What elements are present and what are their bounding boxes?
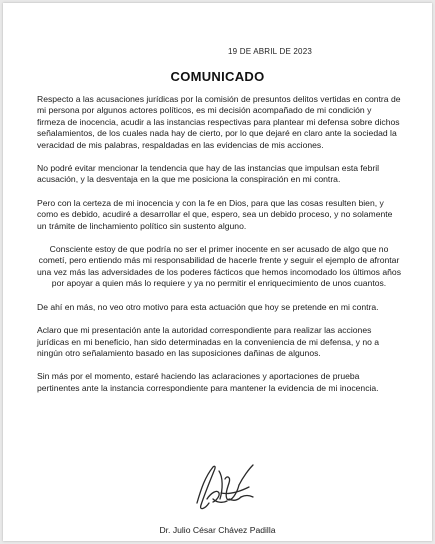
paragraph-6: Aclaro que mi presentación ante la autoridad correspondiente para realizar las acciones jurídicas en mi beneficio, han sido determinadas en la conveniencia de mi defensa, y no a ningún otro señalamiento basado en las suposiciones dañinas de algunos. bbox=[37, 325, 380, 358]
paragraph-1: Respecto a las acusaciones jurídicas por la comisión de presuntos delitos vertidas en contra de mi persona por algunos actores políticos, es mi decisión acompañado de mi condición y firmeza de inocencia, acudir a las instancias respectivas para plantear mi defensa sobre dichos señalamientos, de los cuales nada hay de cierto, por lo que dejaré en claro ante la sociedad la veracidad de mis palabras, respaldadas en las evidencias de mis acciones. bbox=[37, 94, 401, 150]
paragraph-7: Sin más por el momento, estaré haciendo las aclaraciones y aportaciones de prueba pertinentes ante la instancia correspondiente para mantener la evidencia de mi inocencia. bbox=[37, 371, 379, 393]
document-page bbox=[3, 3, 432, 541]
signer-name: Dr. Julio César Chávez Padilla bbox=[159, 525, 276, 535]
document-body bbox=[37, 94, 401, 406]
paragraph-3: Pero con la certeza de mi inocencia y con la fe en Dios, para que las cosas resulten bien, y como es debido, acudiré a desarrollar el que, espero, sea un debido proceso, y no solamente un trámite de linchamiento político sin sustento alguno. bbox=[37, 197, 393, 231]
paragraph-4: Consciente estoy de que podría no ser el primer inocente en ser acusado de algo que no cometí, pero entiendo más mi responsabilidad de hacerle frente y seguir el ejemplo de afrontar una vez más las adversidades de los poderes fácticos que hemos incomodado los últimos años por apoyar a quien más lo requiere y ya no permitir el enriquecimiento de unos cuantos. bbox=[37, 244, 402, 289]
document-date: 19 DE ABRIL DE 2023 bbox=[228, 47, 312, 56]
document-title: COMUNICADO bbox=[170, 69, 265, 84]
paragraph-5: De ahí en más, no veo otro motivo para esta actuación que hoy se pretende en mi contra. bbox=[37, 301, 379, 312]
paragraph-2: No podré evitar mencionar la tendencia que hay de las instancias que impulsan esta febril acusación, y la desventaja en la que me posiciona la conspiración en mi contra. bbox=[37, 163, 380, 185]
handwritten-signature bbox=[183, 459, 263, 519]
